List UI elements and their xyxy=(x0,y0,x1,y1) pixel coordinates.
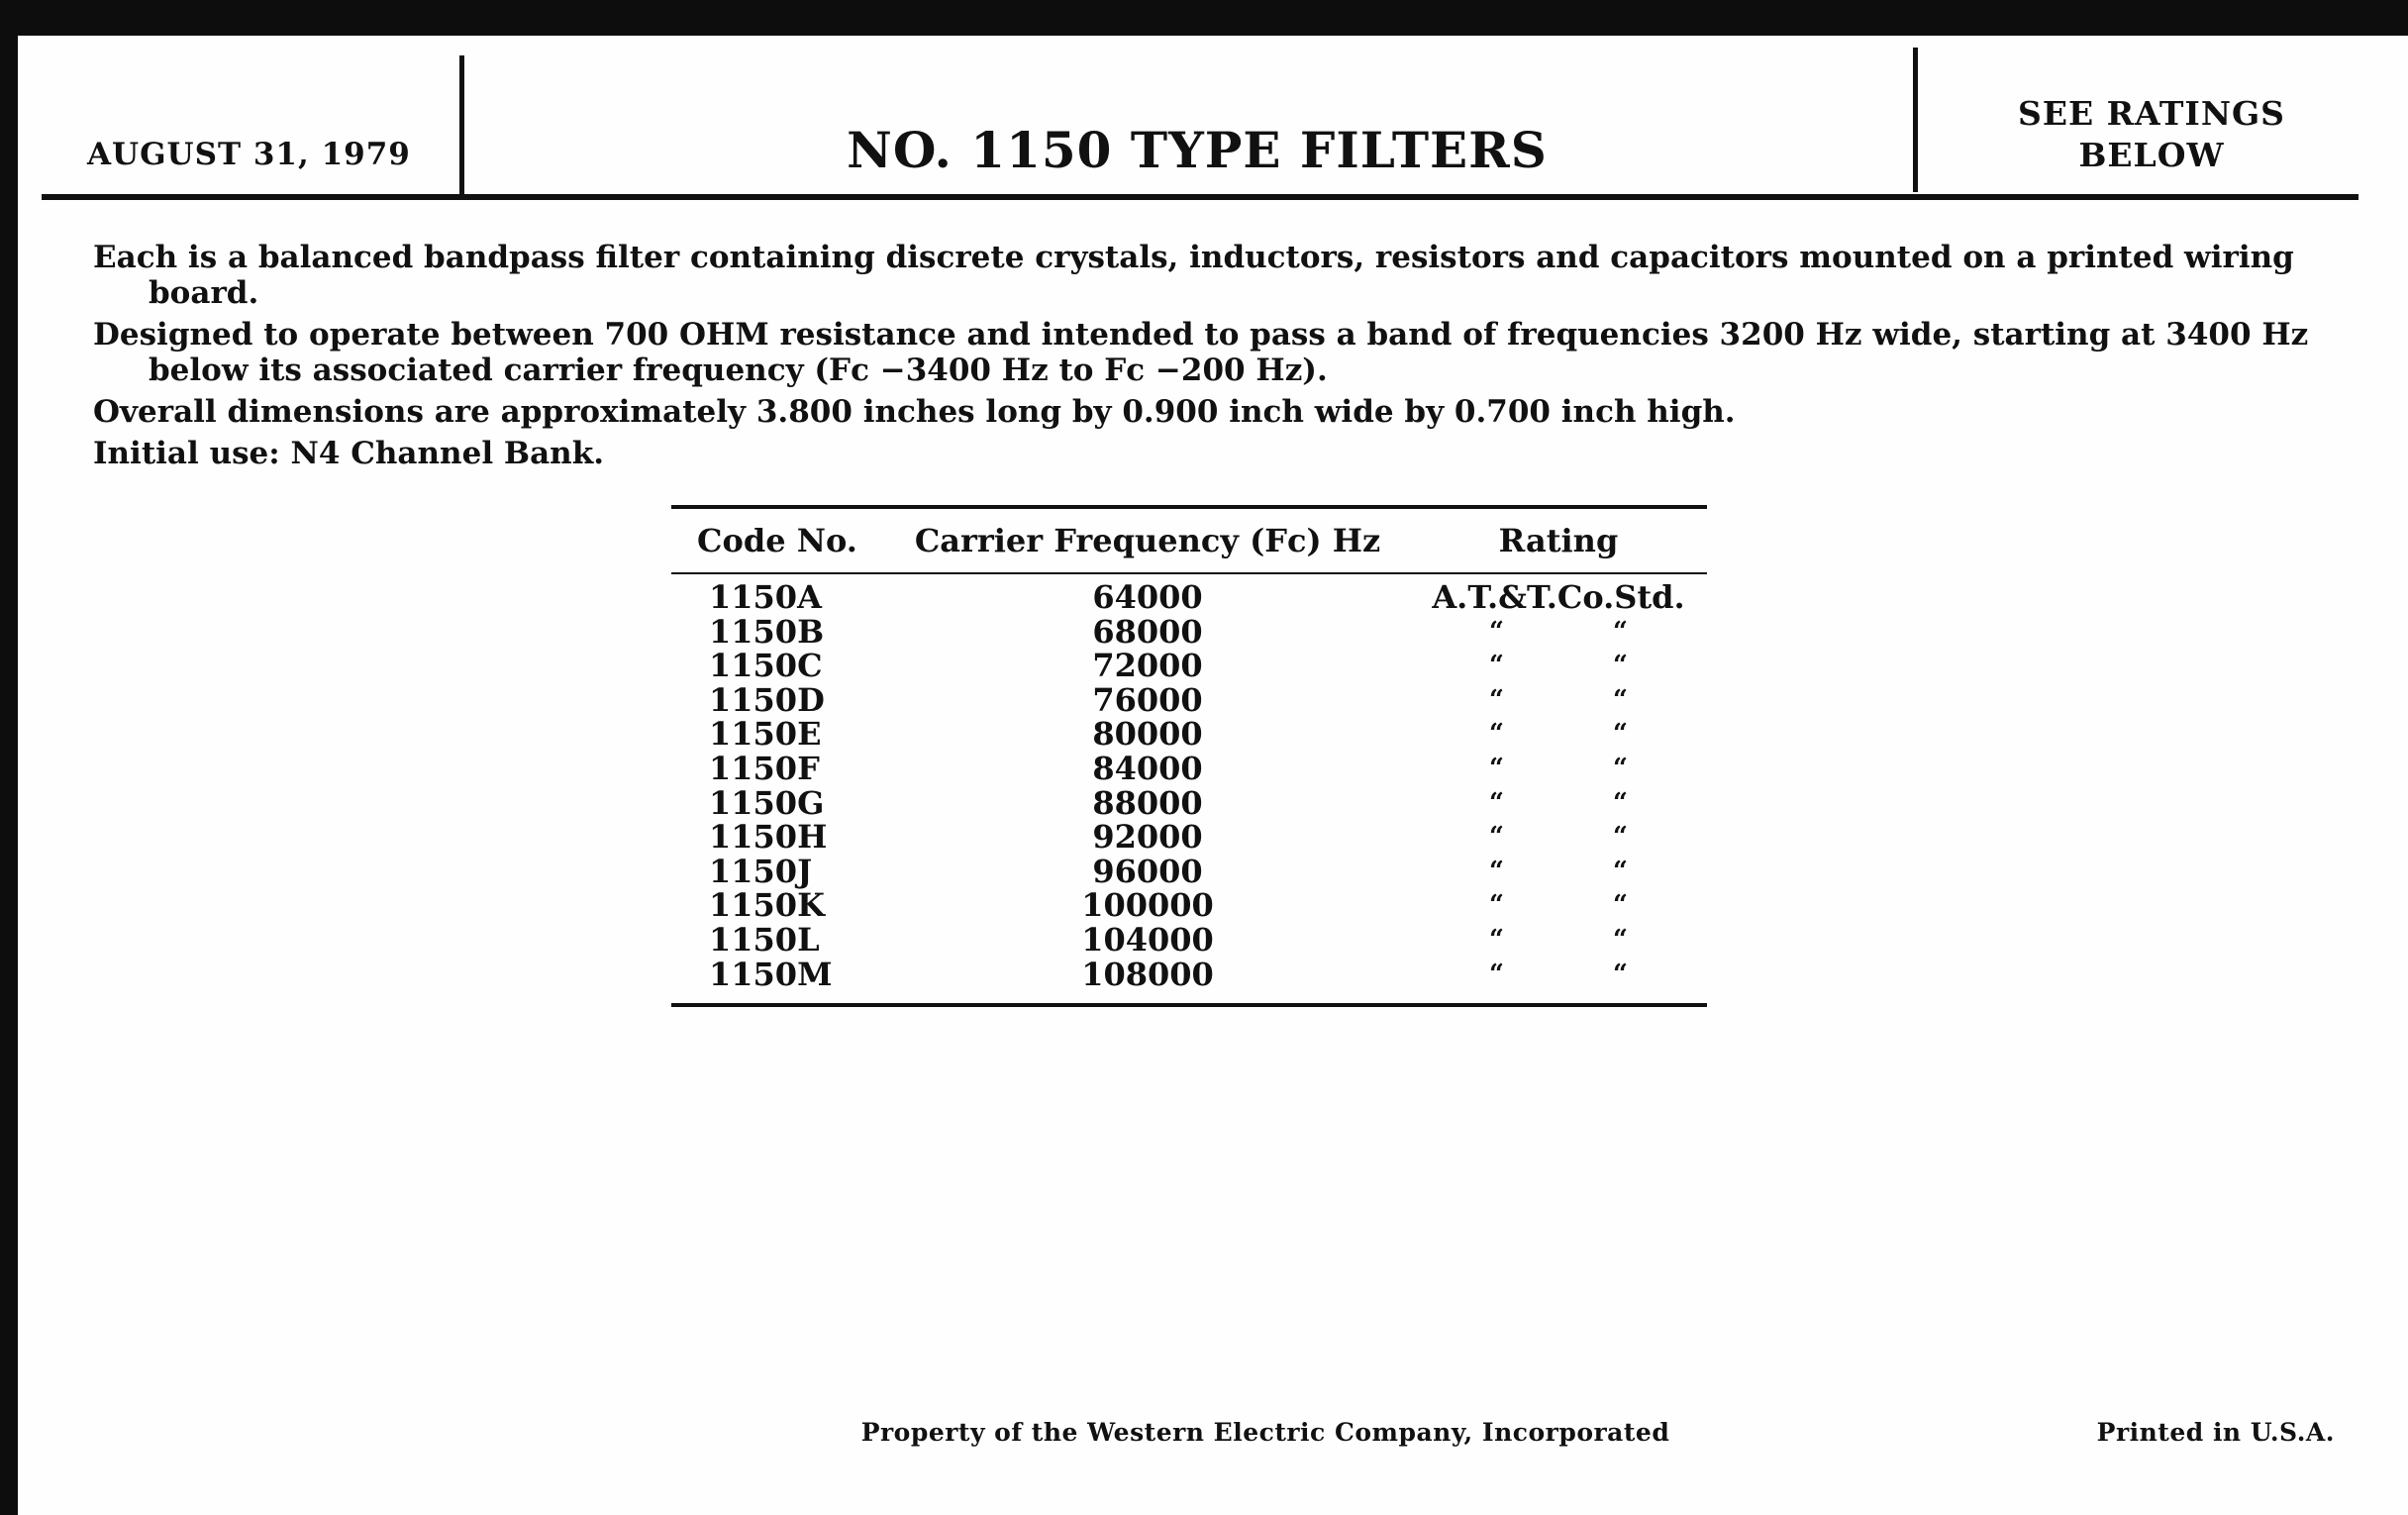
cell-rating xyxy=(1410,958,1707,992)
ditto-mark: “ xyxy=(1489,924,1504,955)
cell-code: 1150B xyxy=(709,612,825,651)
data-sheet-card xyxy=(18,36,2408,1515)
ditto-mark: “ xyxy=(1489,651,1504,681)
ditto-mark: “ xyxy=(1613,822,1628,853)
cell-frequency: 72000 xyxy=(1092,647,1203,685)
table-row xyxy=(671,717,1707,752)
table-row xyxy=(671,820,1707,855)
table-row xyxy=(671,852,1707,890)
table-row xyxy=(671,580,1707,615)
table-bottom-rule xyxy=(671,1003,1707,1007)
cell-code: 1150L xyxy=(709,920,820,959)
ditto-mark: “ xyxy=(1489,616,1504,647)
description-paragraph: Overall dimensions are approximately 3.800 inches long by 0.900 inch wide by 0.700 inch high. xyxy=(93,394,1736,430)
footer-property-notice: Property of the Western Electric Company, Incorporated xyxy=(860,1418,1670,1447)
header-divider-left xyxy=(459,55,464,194)
cell-frequency: 108000 xyxy=(1081,955,1214,993)
ditto-mark: “ xyxy=(1489,959,1504,989)
cell-frequency: 100000 xyxy=(1081,886,1214,925)
column-header-rating: Rating xyxy=(1498,522,1619,559)
ditto-marks xyxy=(1410,786,1707,821)
cell-frequency: 84000 xyxy=(1092,749,1203,787)
ditto-marks xyxy=(1410,958,1707,992)
ditto-mark: “ xyxy=(1613,959,1628,989)
header-rating-note xyxy=(1919,65,2384,204)
ditto-mark: “ xyxy=(1489,684,1504,715)
table-row xyxy=(671,783,1707,822)
ditto-mark: “ xyxy=(1613,719,1628,750)
cell-code: 1150J xyxy=(709,852,813,890)
cell-code: 1150D xyxy=(709,680,825,719)
ditto-mark: “ xyxy=(1489,890,1504,921)
ditto-marks xyxy=(1410,855,1707,889)
ditto-mark: “ xyxy=(1489,719,1504,750)
ditto-mark: “ xyxy=(1613,787,1628,818)
column-header-code: Code No. xyxy=(697,522,857,559)
ditto-mark: “ xyxy=(1489,856,1504,886)
table-row xyxy=(671,955,1707,993)
cell-rating xyxy=(1410,717,1707,752)
footer-printed-in: Printed in U.S.A. xyxy=(2096,1418,2335,1447)
description-paragraph: Initial use: N4 Channel Bank. xyxy=(93,436,604,471)
cell-code: 1150E xyxy=(709,715,822,754)
ditto-marks xyxy=(1410,683,1707,718)
table-row xyxy=(671,649,1707,683)
cell-code: 1150A xyxy=(709,578,822,616)
page-title: NO. 1150 TYPE FILTERS xyxy=(847,120,1548,179)
ditto-mark: “ xyxy=(1613,651,1628,681)
ditto-mark: “ xyxy=(1489,787,1504,818)
cell-frequency: 76000 xyxy=(1092,680,1203,719)
cell-rating xyxy=(1410,786,1707,821)
cell-rating xyxy=(1410,752,1707,786)
cell-frequency: 80000 xyxy=(1092,715,1203,754)
description-paragraph: Designed to operate between 700 OHM resistance and intended to pass a band of frequencies 3200 Hz wide, starting at 3400 Hz below its associated carrier frequency (Fc −3400 Hz to Fc −200 Hz). xyxy=(93,317,2309,388)
column-header-frequency: Carrier Frequency (Fc) Hz xyxy=(914,522,1381,559)
cell-rating xyxy=(1410,615,1707,650)
ditto-marks xyxy=(1410,615,1707,650)
ditto-marks xyxy=(1410,820,1707,855)
description-block xyxy=(93,240,2321,477)
cell-rating xyxy=(1410,923,1707,958)
header-date: AUGUST 31, 1979 xyxy=(87,137,411,172)
header-rule xyxy=(42,194,2358,200)
header-rating-line1: SEE RATINGS xyxy=(2017,94,2286,133)
table-row xyxy=(671,612,1707,651)
ditto-marks xyxy=(1410,923,1707,958)
description-paragraph: Each is a balanced bandpass filter containing discrete crystals, inductors, resistors and capacitors mounted on a printed wiring board. xyxy=(93,240,2294,311)
table-header-row xyxy=(671,509,1707,572)
ditto-marks xyxy=(1410,717,1707,752)
filter-spec-table xyxy=(671,505,1707,1007)
table-row xyxy=(671,888,1707,923)
cell-frequency: 88000 xyxy=(1092,783,1203,822)
cell-frequency: 92000 xyxy=(1092,818,1203,857)
cell-code: 1150F xyxy=(709,749,820,787)
header-divider-right xyxy=(1913,48,1918,192)
ditto-mark: “ xyxy=(1613,616,1628,647)
cell-code: 1150C xyxy=(709,647,823,685)
cell-rating xyxy=(1410,855,1707,889)
cell-frequency: 64000 xyxy=(1092,578,1203,616)
cell-code: 1150H xyxy=(709,818,828,857)
cell-rating xyxy=(1410,820,1707,855)
cell-rating xyxy=(1410,649,1707,683)
table-row xyxy=(671,920,1707,959)
cell-rating xyxy=(1410,888,1707,923)
ditto-marks xyxy=(1410,649,1707,683)
cell-code: 1150G xyxy=(709,783,825,822)
cell-frequency: 68000 xyxy=(1092,612,1203,651)
table-body xyxy=(671,574,1707,1003)
header-rating-line2: BELOW xyxy=(2078,136,2225,174)
ditto-mark: “ xyxy=(1489,822,1504,853)
table-row xyxy=(671,680,1707,719)
ditto-mark: “ xyxy=(1489,753,1504,783)
table-row xyxy=(671,749,1707,787)
ditto-mark: “ xyxy=(1613,924,1628,955)
ditto-mark: “ xyxy=(1613,753,1628,783)
cell-frequency: 96000 xyxy=(1092,852,1203,890)
ditto-mark: “ xyxy=(1613,890,1628,921)
cell-rating xyxy=(1410,683,1707,718)
cell-rating: A.T.&T.Co.Std. xyxy=(1432,578,1685,616)
ditto-marks xyxy=(1410,752,1707,786)
ditto-mark: “ xyxy=(1613,684,1628,715)
cell-code: 1150M xyxy=(709,955,833,993)
cell-code: 1150K xyxy=(709,886,825,925)
cell-frequency: 104000 xyxy=(1081,920,1214,959)
ditto-marks xyxy=(1410,888,1707,923)
ditto-mark: “ xyxy=(1613,856,1628,886)
